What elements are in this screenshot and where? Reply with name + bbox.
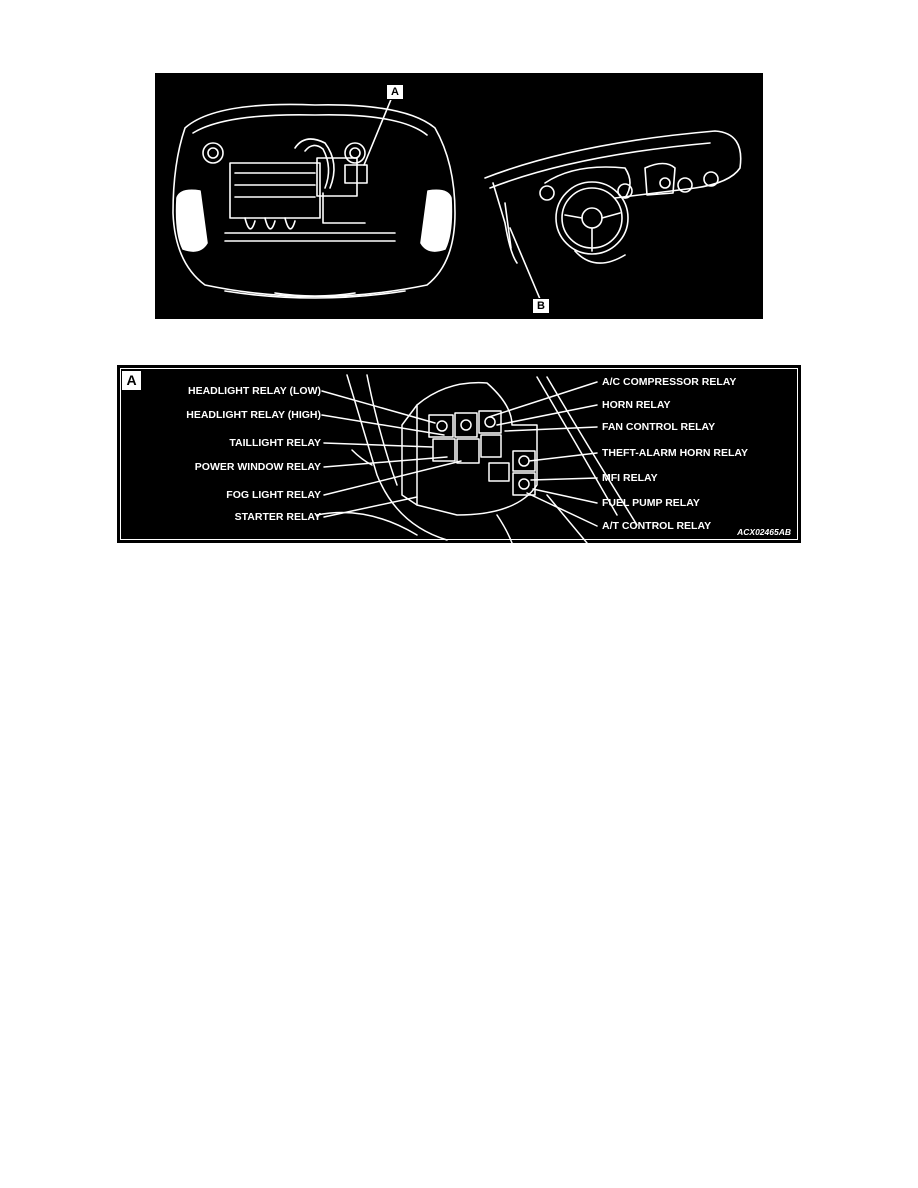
label-headlight-relay-low: HEADLIGHT RELAY (LOW) (188, 385, 321, 397)
label-fog-light-relay: FOG LIGHT RELAY (226, 489, 321, 501)
label-headlight-relay-high: HEADLIGHT RELAY (HIGH) (186, 409, 321, 421)
engine-bay-and-dashboard-drawing (155, 73, 763, 319)
callout-b: B (532, 298, 550, 314)
figure-code: ACX02465AB (737, 527, 791, 537)
label-at-control-relay: A/T CONTROL RELAY (602, 520, 712, 532)
label-fan-control-relay: FAN CONTROL RELAY (602, 421, 716, 433)
callout-a: A (386, 84, 404, 100)
label-taillight-relay: TAILLIGHT RELAY (229, 437, 321, 449)
relay-location-overview-figure (155, 73, 763, 319)
detail-panel-label: A (122, 371, 141, 390)
label-power-window-relay: POWER WINDOW RELAY (194, 461, 321, 473)
relay-box-a-detail-figure (117, 365, 801, 543)
label-fuel-pump-relay: FUEL PUMP RELAY (602, 497, 700, 509)
label-mfi-relay: MFI RELAY (602, 472, 658, 484)
label-horn-relay: HORN RELAY (602, 399, 671, 411)
label-theft-alarm-horn-relay: THEFT-ALARM HORN RELAY (602, 447, 749, 459)
label-starter-relay: STARTER RELAY (234, 511, 321, 523)
label-ac-compressor-relay: A/C COMPRESSOR RELAY (602, 376, 737, 388)
